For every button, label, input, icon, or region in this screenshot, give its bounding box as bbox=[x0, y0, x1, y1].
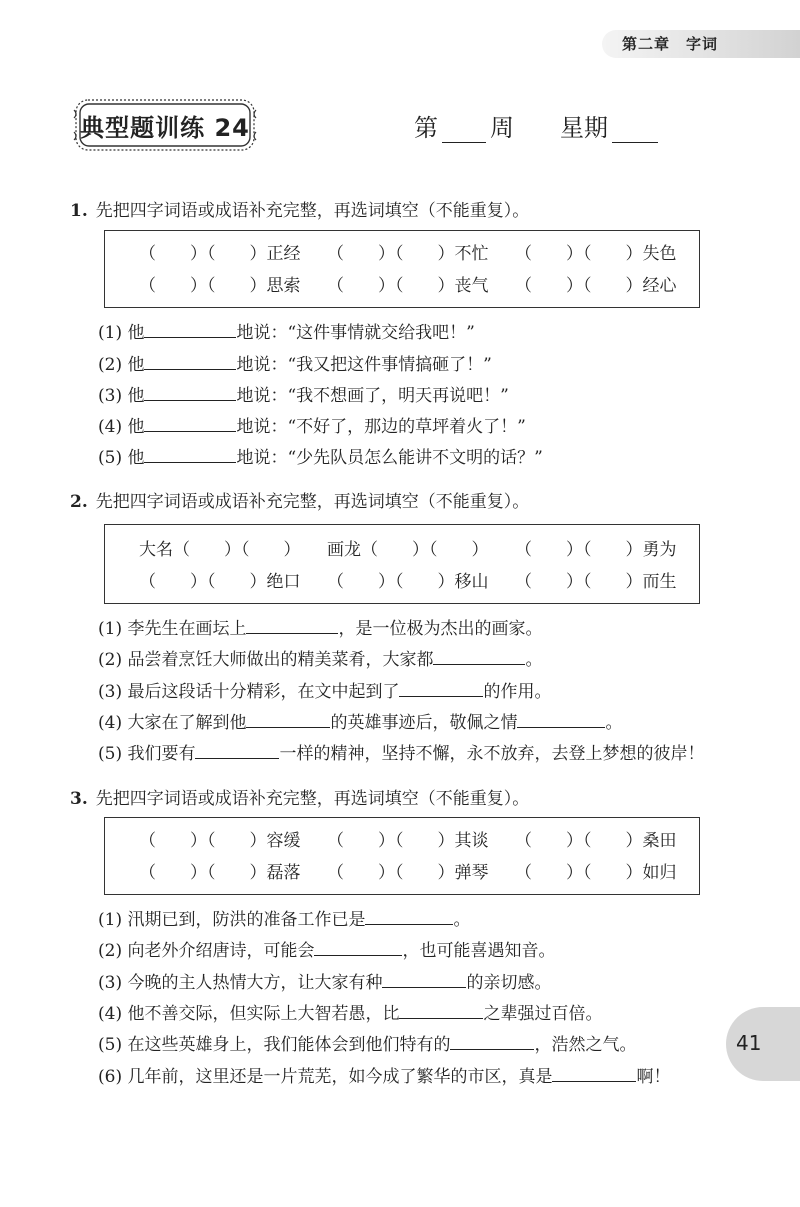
idiom-slot[interactable]: （ ）（ ）移山 bbox=[327, 572, 489, 592]
item-text: (5) 在这些英雄身上，我们能体会到他们特有的 bbox=[98, 1035, 451, 1055]
instruction-text: 先把四字词语或成语补充完整，再选词填空（不能重复）。 bbox=[95, 201, 530, 221]
fill-item bbox=[98, 708, 622, 733]
answer-blank[interactable] bbox=[450, 1031, 534, 1050]
answer-blank[interactable] bbox=[144, 413, 236, 432]
item-text: (3) 最后这段话十分精彩，在文中起到了 bbox=[98, 682, 400, 702]
answer-blank[interactable] bbox=[195, 740, 279, 759]
question-number: 3. bbox=[70, 789, 88, 809]
week-day-line bbox=[414, 108, 658, 143]
item-text: ，是一位极为杰出的画家。 bbox=[338, 619, 543, 639]
question-2-instruction bbox=[70, 487, 529, 512]
answer-blank[interactable] bbox=[552, 1063, 636, 1082]
item-text: (5) 他 bbox=[98, 448, 145, 468]
idiom-slot[interactable]: （ ）（ ）勇为 bbox=[515, 540, 677, 560]
idiom-slot[interactable]: （ ）（ ）磊落 bbox=[139, 863, 301, 883]
week-label-zhou: 周 bbox=[490, 114, 514, 142]
item-text: ，浩然之气。 bbox=[534, 1035, 637, 1055]
item-text: (4) 他 bbox=[98, 417, 145, 437]
idiom-slot[interactable]: （ ）（ ）而生 bbox=[515, 572, 677, 592]
fill-item bbox=[98, 677, 551, 702]
item-text: 之辈强过百倍。 bbox=[483, 1004, 603, 1024]
fill-item bbox=[98, 412, 526, 437]
idiom-slot[interactable]: （ ）（ ）失色 bbox=[515, 244, 677, 264]
fill-item bbox=[98, 443, 543, 468]
word-box-3 bbox=[104, 817, 700, 895]
word-box-1 bbox=[104, 230, 700, 308]
answer-blank[interactable] bbox=[433, 646, 525, 665]
answer-blank[interactable] bbox=[144, 351, 236, 370]
item-text: (6) 几年前，这里还是一片荒芜，如今成了繁华的市区，真是 bbox=[98, 1067, 553, 1087]
answer-blank[interactable] bbox=[144, 382, 236, 401]
page-number: 41 bbox=[736, 1031, 762, 1055]
exercise-title-frame bbox=[72, 96, 258, 154]
item-text: (3) 他 bbox=[98, 386, 145, 406]
question-1-instruction bbox=[70, 196, 529, 221]
item-text: (1) 汛期已到，防洪的准备工作已是 bbox=[98, 910, 366, 930]
fill-item bbox=[98, 905, 470, 930]
question-number: 2. bbox=[70, 492, 88, 512]
fill-item bbox=[98, 1062, 670, 1087]
idiom-slot[interactable]: （ ）（ ）经心 bbox=[515, 276, 677, 296]
idiom-slot[interactable]: 大名（ ）（ ） bbox=[139, 540, 301, 560]
word-box-2 bbox=[104, 524, 700, 604]
item-text: (4) 他不善交际，但实际上大智若愚，比 bbox=[98, 1004, 400, 1024]
answer-blank[interactable] bbox=[365, 906, 453, 925]
idiom-slot[interactable]: （ ）（ ）正经 bbox=[139, 244, 301, 264]
answer-blank[interactable] bbox=[144, 444, 236, 463]
item-text: 地说：“不好了，那边的草坪着火了！” bbox=[236, 417, 526, 437]
answer-blank[interactable] bbox=[382, 969, 466, 988]
answer-blank[interactable] bbox=[517, 709, 605, 728]
fill-item bbox=[98, 936, 555, 961]
fill-item bbox=[98, 645, 542, 670]
idiom-slot[interactable]: （ ）（ ）其谈 bbox=[327, 831, 489, 851]
item-text: 一样的精神，坚持不懈，永不放弃，去登上梦想的彼岸！ bbox=[279, 744, 705, 764]
item-text: 。 bbox=[453, 910, 471, 930]
week-label-di: 第 bbox=[414, 114, 438, 142]
item-text: (1) 李先生在画坛上 bbox=[98, 619, 247, 639]
item-text: 地说：“少先队员怎么能讲不文明的话？” bbox=[236, 448, 543, 468]
fill-item bbox=[98, 318, 475, 343]
idiom-slot[interactable]: （ ）（ ）丧气 bbox=[327, 276, 489, 296]
item-text: (5) 我们要有 bbox=[98, 744, 196, 764]
idiom-slot[interactable]: （ ）（ ）不忙 bbox=[327, 244, 489, 264]
answer-blank[interactable] bbox=[246, 615, 338, 634]
week-number-blank[interactable] bbox=[442, 120, 486, 143]
item-text: 地说：“我又把这件事情搞砸了！” bbox=[236, 355, 492, 375]
item-text: 的作用。 bbox=[483, 682, 552, 702]
fill-item bbox=[98, 968, 551, 993]
answer-blank[interactable] bbox=[314, 937, 402, 956]
exercise-title: 典型题训练 24 bbox=[80, 113, 250, 142]
item-text: (2) 他 bbox=[98, 355, 145, 375]
item-text: (2) 向老外介绍唐诗，可能会 bbox=[98, 941, 315, 961]
weekday-label: 星期 bbox=[560, 114, 608, 142]
item-text: (1) 他 bbox=[98, 323, 145, 343]
answer-blank[interactable] bbox=[144, 319, 236, 338]
answer-blank[interactable] bbox=[246, 709, 330, 728]
idiom-slot[interactable]: （ ）（ ）思索 bbox=[139, 276, 301, 296]
item-text: 地说：“这件事情就交给我吧！” bbox=[236, 323, 475, 343]
answer-blank[interactable] bbox=[399, 678, 483, 697]
idiom-slot[interactable]: （ ）（ ）如归 bbox=[515, 863, 677, 883]
item-text: (3) 今晚的主人热情大方，让大家有种 bbox=[98, 973, 383, 993]
question-3-instruction bbox=[70, 784, 529, 809]
item-text: 啊！ bbox=[636, 1067, 671, 1087]
item-text: (4) 大家在了解到他 bbox=[98, 713, 247, 733]
idiom-slot[interactable]: （ ）（ ）桑田 bbox=[515, 831, 677, 851]
fill-item bbox=[98, 350, 492, 375]
item-text: 的英雄事迹后，敬佩之情 bbox=[330, 713, 518, 733]
fill-item bbox=[98, 381, 509, 406]
weekday-blank[interactable] bbox=[612, 120, 658, 143]
item-text: 地说：“我不想画了，明天再说吧！” bbox=[236, 386, 509, 406]
item-text: ，也可能喜遇知音。 bbox=[402, 941, 556, 961]
item-text: 。 bbox=[605, 713, 623, 733]
instruction-text: 先把四字词语或成语补充完整，再选词填空（不能重复）。 bbox=[95, 492, 530, 512]
idiom-slot[interactable]: （ ）（ ）弹琴 bbox=[327, 863, 489, 883]
fill-item bbox=[98, 999, 602, 1024]
idiom-slot[interactable]: （ ）（ ）绝口 bbox=[139, 572, 301, 592]
chapter-header: 第二章 字词 bbox=[622, 35, 719, 53]
item-text: (2) 品尝着烹饪大师做出的精美菜肴，大家都 bbox=[98, 650, 434, 670]
instruction-text: 先把四字词语或成语补充完整，再选词填空（不能重复）。 bbox=[95, 789, 530, 809]
question-number: 1. bbox=[70, 201, 88, 221]
answer-blank[interactable] bbox=[399, 1000, 483, 1019]
fill-item bbox=[98, 739, 704, 764]
idiom-slot[interactable]: （ ）（ ）容缓 bbox=[139, 831, 301, 851]
fill-item bbox=[98, 1030, 636, 1055]
idiom-slot[interactable]: 画龙（ ）（ ） bbox=[327, 540, 489, 560]
fill-item bbox=[98, 614, 542, 639]
item-text: 的亲切感。 bbox=[466, 973, 552, 993]
item-text: 。 bbox=[525, 650, 543, 670]
